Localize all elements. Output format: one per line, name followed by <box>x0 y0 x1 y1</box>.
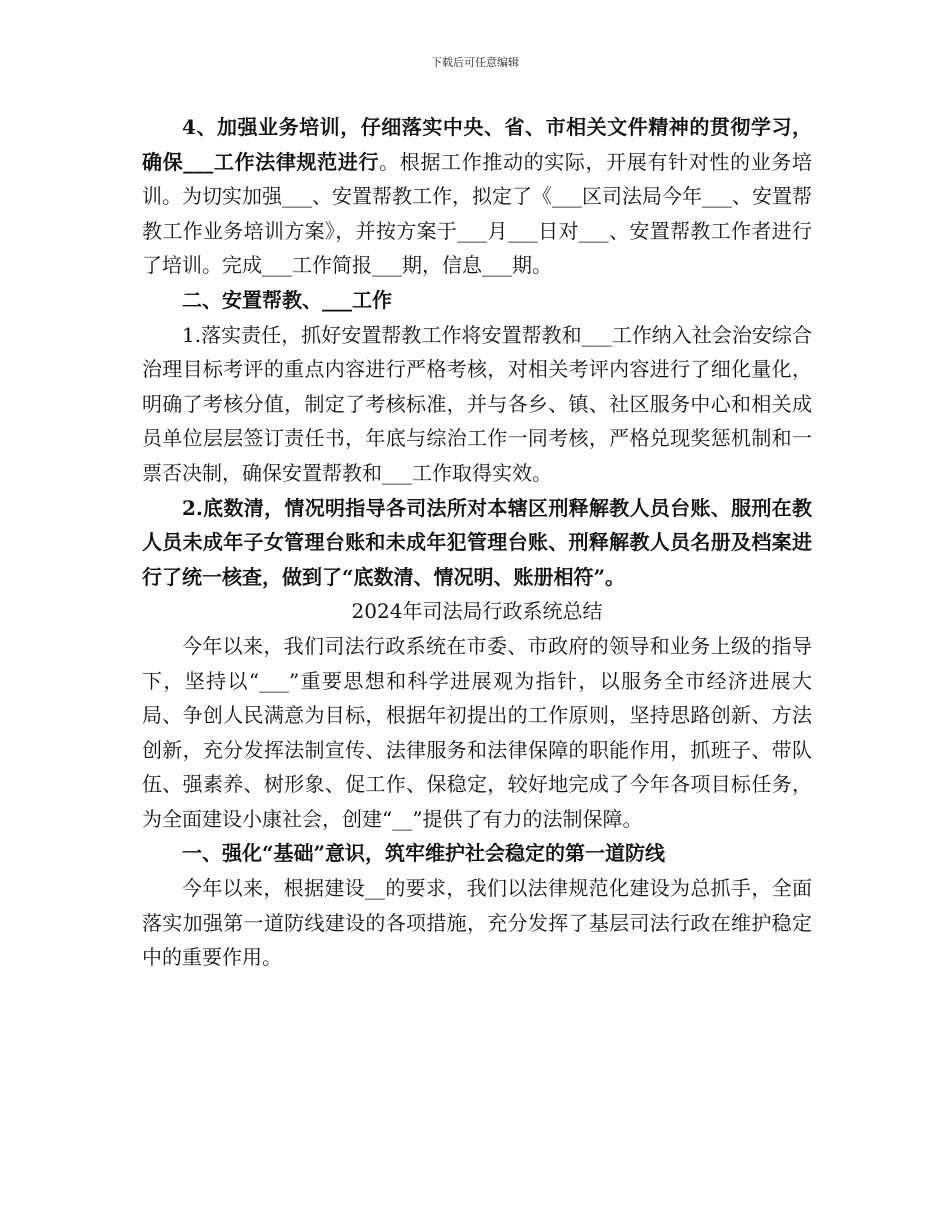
paragraph-training <box>142 110 812 283</box>
paragraph-training-lead: 4、加强业务培训，仔细落实中央、省、市相关文件精神的贯彻学习，确保___工作法律规范进行 <box>142 115 812 174</box>
paragraph-training-text: 。根据工作推动的实际，开展有针对性的业务培训。为切实加强___、安置帮教工作，拟定了《___区司法局今年___、安置帮教工作业务培训方案》，并按方案于___月___日对___、安置帮教工作者进行了培训。完成___工作简报___期，信息___期。 <box>142 149 813 278</box>
section-heading-resettlement: 二、安置帮教、___工作 <box>182 287 392 312</box>
paragraph-intro: 今年以来，我们司法行政系统在市委、市政府的领导和业务上级的指导下，坚持以“___”重要思想和科学进展观为指针，以服务全市经济进展大局、争创人民满意为目标，根据年初提出的工作原则，坚持思路创新、方法创新，充分发挥法制宣传、法律服务和法律保障的职能作用，抓班子、带队伍、强素养、树形象、促工作、保稳定，较好地完成了今年各项目标任务，为全面建设小康社会，创建“__”提供了有力的法制保障。 <box>142 633 812 831</box>
document-body <box>142 110 812 975</box>
paragraph-foundation: 今年以来，根据建设__的要求，我们以法律规范化建设为总抓手，全面落实加强第一道防线建设的各项措施，充分发挥了基层司法行政在维护稳定中的重要作用。 <box>142 876 812 970</box>
paragraph-baseline-check: 2.底数清，情况明指导各司法所对本辖区刑释解教人员台账、服刑在教人员未成年子女管理台账和未成年犯管理台账、刑释解教人员名册及档案进行了统一核查，做到了“底数清、情况明、账册相符”。 <box>142 495 812 589</box>
paragraph-responsibility: 1.落实责任，抓好安置帮教工作将安置帮教和___工作纳入社会治安综合治理目标考评的重点内容进行严格考核，对相关考评内容进行了细化量化，明确了考核分值，制定了考核标准，并与各乡、镇、社区服务中心和相关成员单位层层签订责任书，年底与综治工作一同考核，严格兑现奖惩机制和一票否决制，确保安置帮教和___工作取得实效。 <box>142 322 812 485</box>
document-title: 2024年司法局行政系统总结 <box>351 599 603 624</box>
page-header: 下载后可任意编辑 <box>431 56 519 69</box>
section-heading-foundation: 一、强化“基础”意识，筑牢维护社会稳定的第一道防线 <box>182 841 666 866</box>
